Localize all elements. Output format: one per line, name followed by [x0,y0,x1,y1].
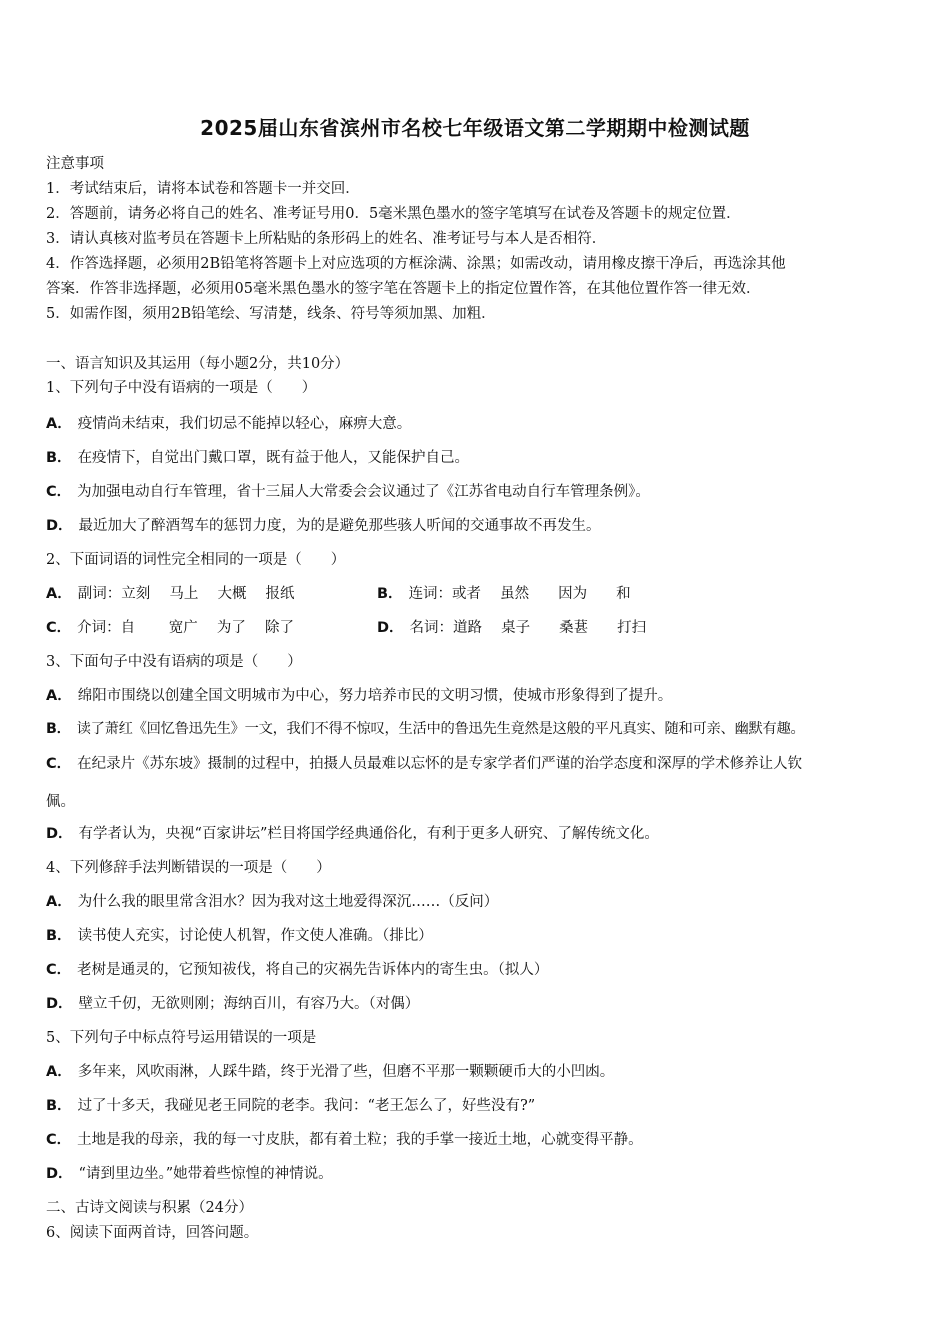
option-key: C． [46,962,72,978]
option-text: 绵阳市围绕以创建全国文明城市为中心，努力培养市民的文明习惯，使城市形象得到了提升。 [77,688,673,704]
option-key: B． [46,1098,72,1114]
option-d [46,1162,333,1183]
option-key: B． [377,586,403,602]
option-b [46,718,804,738]
notice-item: 5．如需作图，须用2B铅笔绘、写清楚，线条、符号等须加黑、加粗． [46,306,496,322]
option-key: B． [46,928,72,944]
option-text: 多年来，风吹雨淋，人踩牛踏，终于光滑了些，但磨不平那一颗颗硬币大的小凹凼。 [77,1064,615,1080]
option-a [46,890,498,911]
option-key: B． [46,450,72,466]
option-b [377,582,631,603]
option-text: 在疫情下，自觉出门戴口罩，既有益于他人，又能保护自己。 [77,450,470,466]
question-stem: 6、阅读下面两首诗，回答问题。 [46,1225,259,1241]
option-key: D． [377,620,404,636]
option-text: 在纪录片《苏东坡》摄制的过程中，拍摄人员最难以忘怀的是专家学者们严谨的治学态度和深厚的学术修养让人钦 [77,756,803,772]
option-c [46,480,650,501]
section-heading: 二、古诗文阅读与积累（24分） [46,1200,253,1216]
option-text: 老树是通灵的，它预知祓伐，将自己的灾祸先告诉体内的寄生虫。（拟人） [77,962,549,978]
option-c [46,752,802,773]
option-text: 土地是我的母亲，我的每一寸皮肤，都有着土粒；我的手掌一接近土地，心就变得平静。 [77,1132,643,1148]
option-a [46,412,411,433]
option-key: D． [46,518,73,534]
option-text: 疫情尚未结束，我们切忌不能掉以轻心，麻痹大意。 [77,416,412,432]
option-d [46,992,419,1013]
option-key: D． [46,996,73,1012]
option-d [46,822,659,843]
option-text: 为什么我的眼里常含泪水？因为我对这土地爱得深沉……（反问） [77,894,499,910]
option-text: 读书使人充实，讨论使人机智，作文使人准确。（排比） [77,928,433,944]
option-key: C． [46,484,72,500]
option-text: 过了十多天，我碰见老王同院的老李。我问：“老王怎么了，好些没有?” [77,1098,536,1114]
option-key: A． [46,894,72,910]
question-stem: 2、下面词语的词性完全相同的一项是（ ） [46,552,346,568]
option-key: A． [46,1064,72,1080]
option-text: “请到里边坐。”她带着些惊惶的神情说。 [78,1166,333,1182]
option-c [46,958,548,979]
option-b [46,446,469,467]
option-c [46,1128,643,1149]
notice-item: 2．答题前，请务必将自己的姓名、准考证号用0．5毫米黑色墨水的签字笔填写在试卷及答题卡的规定位置． [46,206,741,222]
option-key: D． [46,1166,73,1182]
question-stem: 1、下列句子中没有语病的一项是（ ） [46,380,317,396]
section-heading: 一、语言知识及其运用（每小题2分，共10分） [46,356,350,372]
option-text: 最近加大了醉酒驾车的惩罚力度，为的是避免那些骇人听闻的交通事故不再发生。 [78,518,601,534]
notice-item: 3．请认真核对监考员在答题卡上所粘贴的条形码上的姓名、准考证号与本人是否相符． [46,231,607,247]
option-key: C． [46,1132,72,1148]
question-stem: 5、下列句子中标点符号运用错误的一项是 [46,1030,317,1046]
option-text: 副词：立刻 马上 大概 报纸 [77,586,295,602]
option-c-continued: 佩。 [46,794,75,810]
option-b [46,1094,535,1115]
option-text: 为加强电动自行车管理，省十三届人大常委会会议通过了《江苏省电动自行车管理条例》。 [77,484,650,500]
notice-item: 答案．作答非选择题，必须用05毫米黑色墨水的签字笔在答题卡上的指定位置作答，在其他位置作答一律无效． [46,281,761,297]
option-key: D． [46,826,73,842]
option-key: C． [46,620,72,636]
notice-item: 1．考试结束后，请将本试卷和答题卡一并交回． [46,181,360,197]
option-c [46,616,294,637]
page-title: 2025届山东省滨州市名校七年级语文第二学期期中检测试题 [200,116,750,140]
option-b [46,924,433,945]
question-stem: 4、下列修辞手法判断错误的一项是（ ） [46,860,331,876]
option-text: 读了萧红《回忆鲁迅先生》一文，我们不得不惊叹，生活中的鲁迅先生竟然是这般的平凡真实、随和可亲、幽默有趣。 [76,721,805,737]
option-d [46,514,601,535]
option-text: 名词：道路 桌子 桑葚 打扫 [409,620,647,636]
option-a [46,1060,614,1081]
option-text: 有学者认为，央视“百家讲坛”栏目将国学经典通俗化，有利于更多人研究、了解传统文化。 [78,826,659,842]
notice-heading: 注意事项 [46,156,104,172]
option-key: A． [46,688,72,704]
option-key: A． [46,416,72,432]
notice-item: 4．作答选择题，必须用2B铅笔将答题卡上对应选项的方框涂满、涂黑；如需改动，请用橡皮擦干净后，再选涂其他 [46,256,786,272]
option-a [46,684,672,705]
option-text: 介词：自 宽广 为了 除了 [77,620,294,636]
option-key: A． [46,586,72,602]
option-key: B． [46,721,71,737]
question-stem: 3、下面句子中没有语病的项是（ ） [46,654,302,670]
option-key: C． [46,756,72,772]
option-d [377,616,646,637]
option-a [46,582,295,603]
option-text: 连词：或者 虽然 因为 和 [408,586,631,602]
option-text: 壁立千仞，无欲则刚；海纳百川，有容乃大。（对偶） [78,996,420,1012]
